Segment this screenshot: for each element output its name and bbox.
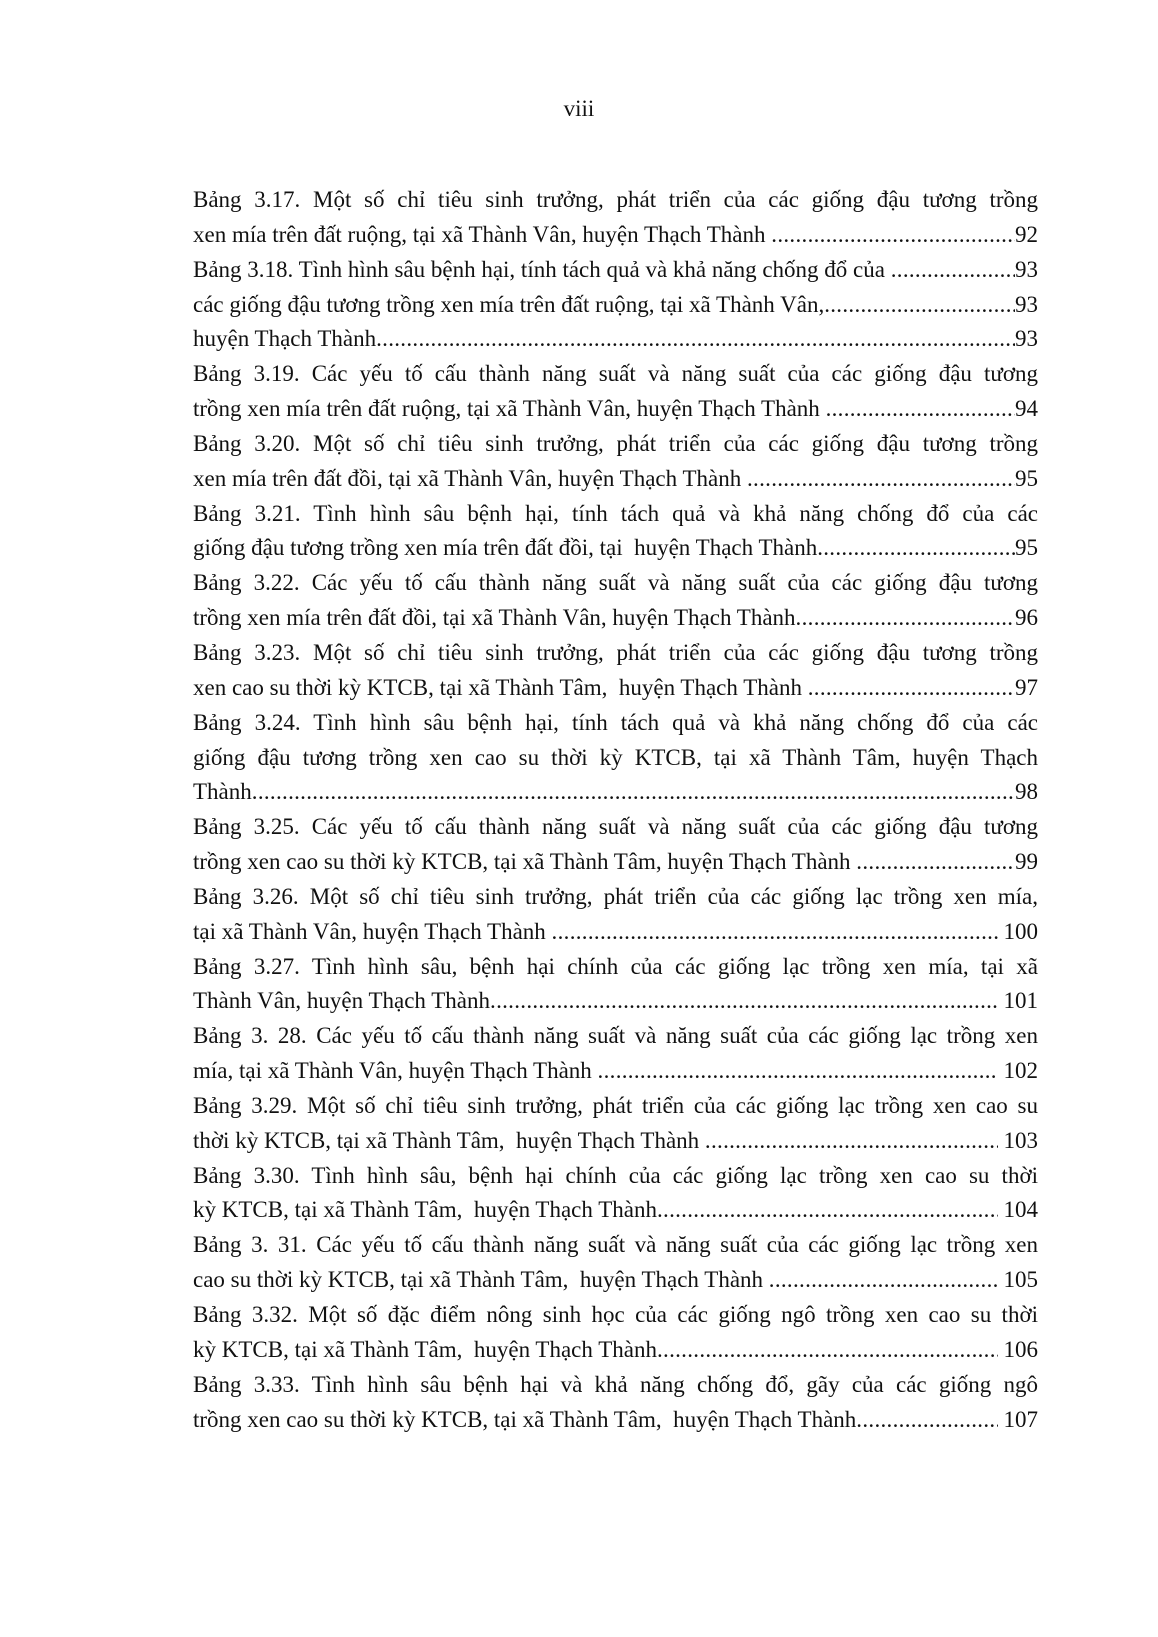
toc-page-number: 94	[1015, 396, 1038, 422]
dot-leader	[552, 915, 998, 950]
toc-line-text: xen mía trên đất ruộng, tại xã Thành Vân, huyện Thạch Thành	[193, 221, 772, 247]
dot-leader	[771, 218, 1015, 253]
dot-leader	[826, 392, 1015, 427]
dot-leader	[598, 1054, 998, 1089]
toc-line-with-page	[193, 1263, 1038, 1298]
toc-line-text: trồng xen cao su thời kỳ KTCB, tại xã Thành Tâm, huyện Thạch Thành	[193, 1406, 857, 1432]
toc-line: Bảng 3. 31. Các yếu tố cấu thành năng suất và năng suất của các giống lạc trồng xen	[193, 1232, 1038, 1258]
toc-line-with-page	[193, 984, 1038, 1019]
toc-page-number: 95	[1015, 465, 1038, 491]
toc-line-with-page	[193, 671, 1038, 706]
toc-line-text: Thành	[193, 779, 252, 805]
toc-line: Bảng 3.26. Một số chỉ tiêu sinh trưởng, phát triển của các giống lạc trồng xen mía,	[193, 883, 1038, 909]
dot-leader	[376, 322, 1015, 357]
dot-leader	[856, 845, 1015, 880]
toc-line-with-page	[193, 392, 1038, 427]
toc-line-with-page	[193, 775, 1038, 810]
dot-leader	[747, 462, 1015, 497]
toc-line: Bảng 3.19. Các yếu tố cấu thành năng suất và năng suất của các giống đậu tương	[193, 361, 1038, 387]
toc-line-text: tại xã Thành Vân, huyện Thạch Thành	[193, 918, 552, 944]
dot-leader	[796, 601, 1015, 636]
dot-leader	[657, 1333, 998, 1368]
toc-line-text: xen mía trên đất đồi, tại xã Thành Vân, huyện Thạch Thành	[193, 465, 747, 491]
toc-line-with-page	[193, 218, 1038, 253]
toc-line-text: trồng xen cao su thời kỳ KTCB, tại xã Thành Tâm, huyện Thạch Thành	[193, 849, 857, 875]
dot-leader	[705, 1124, 998, 1159]
toc-line-with-page	[193, 845, 1038, 880]
toc-line-text: cao su thời kỳ KTCB, tại xã Thành Tâm, huyện Thạch Thành	[193, 1267, 769, 1293]
toc-line-text: giống đậu tương trồng xen mía trên đất đồi, tại huyện Thạch Thành	[193, 535, 818, 561]
toc-page-number: 105	[997, 1267, 1038, 1293]
toc-page-number: 93	[1015, 326, 1038, 352]
toc-line-with-page	[193, 601, 1038, 636]
toc-page-number: 102	[997, 1058, 1038, 1084]
toc-page-number: 107	[997, 1406, 1038, 1432]
dot-leader	[490, 984, 998, 1019]
toc-line-with-page	[193, 1333, 1038, 1368]
toc-line-text: Thành Vân, huyện Thạch Thành	[193, 988, 491, 1014]
toc-line-text: kỳ KTCB, tại xã Thành Tâm, huyện Thạch Thành	[193, 1197, 657, 1223]
toc-page-number: 99	[1015, 849, 1038, 875]
toc-line: Bảng 3. 28. Các yếu tố cấu thành năng suất và năng suất của các giống lạc trồng xen	[193, 1023, 1038, 1049]
toc-line-with-page	[193, 531, 1038, 566]
toc-line: Bảng 3.29. Một số chỉ tiêu sinh trưởng, phát triển của các giống lạc trồng xen cao su	[193, 1092, 1038, 1118]
toc-line-text: xen cao su thời kỳ KTCB, tại xã Thành Tâm, huyện Thạch Thành	[193, 674, 808, 700]
toc-line: Bảng 3.20. Một số chỉ tiêu sinh trưởng, phát triển của các giống đậu tương trồng	[193, 430, 1038, 456]
dot-leader	[856, 1403, 997, 1438]
toc-line-with-page	[193, 253, 1038, 288]
toc-page-number: 100	[997, 918, 1038, 944]
toc-line-with-page	[193, 322, 1038, 357]
toc-page-number: 104	[997, 1197, 1038, 1223]
toc-line: Bảng 3.24. Tình hình sâu bệnh hại, tính tách quả và khả năng chống đổ của các	[193, 709, 1038, 735]
toc-line-with-page	[193, 915, 1038, 950]
toc-page-number: 95	[1015, 535, 1038, 561]
toc-page-number: 97	[1015, 674, 1038, 700]
toc-line-text: kỳ KTCB, tại xã Thành Tâm, huyện Thạch Thành	[193, 1336, 657, 1362]
dot-leader	[252, 775, 1015, 810]
toc-page-number: 93	[1015, 256, 1038, 282]
toc-line-text: Bảng 3.18. Tình hình sâu bệnh hại, tính tách quả và khả năng chống đổ của	[193, 256, 891, 282]
toc-page-number: 96	[1015, 605, 1038, 631]
dot-leader	[769, 1263, 998, 1298]
toc-line-with-page	[193, 462, 1038, 497]
toc-line: Bảng 3.32. Một số đặc điểm nông sinh học của các giống ngô trồng xen cao su thời	[193, 1302, 1038, 1327]
toc-line: Bảng 3.22. Các yếu tố cấu thành năng suất và năng suất của các giống đậu tương	[193, 570, 1038, 596]
toc-line: Bảng 3.33. Tình hình sâu bệnh hại và khả năng chống đổ, gãy của các giống ngô	[193, 1371, 1038, 1397]
toc-page-number: 92	[1015, 221, 1038, 247]
dot-leader	[808, 671, 1015, 706]
toc-line-with-page	[193, 1403, 1038, 1438]
toc-line-text: mía, tại xã Thành Vân, huyện Thạch Thành	[193, 1058, 598, 1084]
toc-line: Bảng 3.25. Các yếu tố cấu thành năng suất và năng suất của các giống đậu tương	[193, 814, 1038, 840]
toc-line-with-page	[193, 288, 1038, 323]
table-of-contents	[193, 183, 1038, 1437]
toc-line-text: trồng xen mía trên đất đồi, tại xã Thành Vân, huyện Thạch Thành	[193, 605, 796, 631]
toc-line-with-page	[193, 1193, 1038, 1228]
toc-page-number: 106	[997, 1336, 1038, 1362]
toc-line-text: trồng xen mía trên đất ruộng, tại xã Thành Vân, huyện Thạch Thành	[193, 396, 826, 422]
toc-line: Bảng 3.23. Một số chỉ tiêu sinh trưởng, phát triển của các giống đậu tương trồng	[193, 639, 1038, 665]
toc-page-number: 103	[997, 1127, 1038, 1153]
toc-page-number: 101	[997, 988, 1038, 1014]
toc-line-with-page	[193, 1054, 1038, 1089]
toc-line: Bảng 3.17. Một số chỉ tiêu sinh trưởng, phát triển của các giống đậu tương trồng	[193, 187, 1038, 212]
toc-page-number: 98	[1015, 779, 1038, 805]
toc-line: Bảng 3.30. Tình hình sâu, bệnh hại chính của các giống lạc trồng xen cao su thời	[193, 1162, 1038, 1188]
toc-page-number: 93	[1015, 291, 1038, 317]
toc-line-text: huyện Thạch Thành	[193, 326, 377, 352]
dot-leader	[824, 288, 1015, 323]
dot-leader	[891, 253, 1015, 288]
toc-line: giống đậu tương trồng xen cao su thời kỳ KTCB, tại xã Thành Tâm, huyện Thạch	[193, 744, 1038, 770]
page-number: viii	[563, 96, 595, 121]
toc-line: Bảng 3.27. Tình hình sâu, bệnh hại chính của các giống lạc trồng xen mía, tại xã	[193, 953, 1038, 979]
dot-leader	[657, 1193, 998, 1228]
toc-line-text: thời kỳ KTCB, tại xã Thành Tâm, huyện Thạch Thành	[193, 1127, 705, 1153]
dot-leader	[817, 531, 1015, 566]
toc-line: Bảng 3.21. Tình hình sâu bệnh hại, tính tách quả và khả năng chống đổ của các	[193, 500, 1038, 526]
toc-line-text: các giống đậu tương trồng xen mía trên đất ruộng, tại xã Thành Vân,	[193, 291, 825, 317]
toc-line-with-page	[193, 1124, 1038, 1159]
